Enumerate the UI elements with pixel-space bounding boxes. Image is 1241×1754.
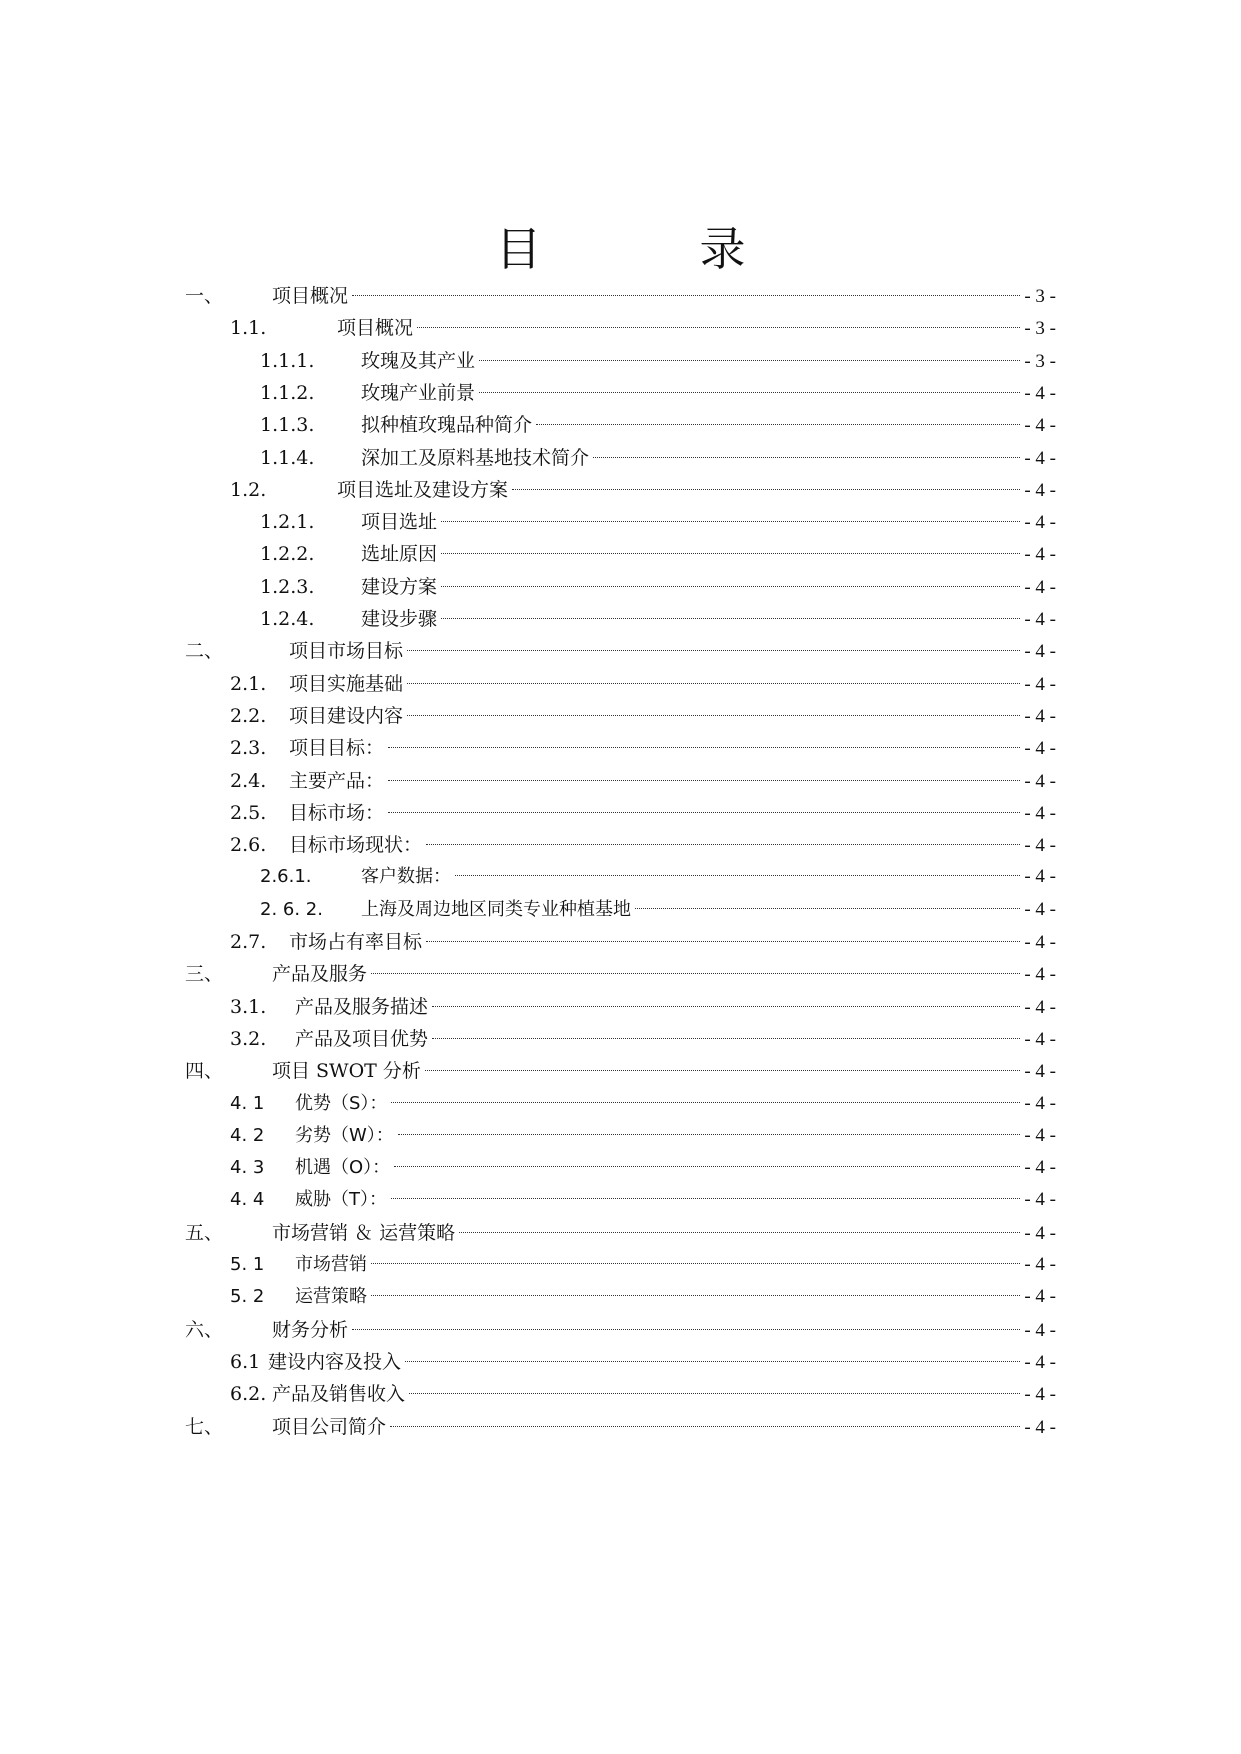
dot-leader <box>391 1197 1020 1199</box>
dot-leader <box>432 1037 1020 1039</box>
toc-entry[interactable] <box>0 797 1241 829</box>
dot-leader <box>441 585 1020 587</box>
toc-entry[interactable] <box>0 1346 1241 1378</box>
dot-leader <box>352 294 1020 296</box>
toc-entry[interactable] <box>0 829 1241 861</box>
toc-entry[interactable] <box>0 1184 1241 1216</box>
toc-entry-title: 产品及项目优势 <box>295 1027 429 1050</box>
dot-leader <box>593 456 1020 458</box>
toc-entry-number: 2.5. <box>230 801 267 824</box>
dot-leader <box>536 423 1020 425</box>
toc-entry-title: 建设方案 <box>361 575 438 598</box>
toc-entry-title: 劣势（W）： <box>295 1124 394 1146</box>
toc-entry[interactable] <box>0 280 1241 312</box>
toc-entry[interactable] <box>0 409 1241 441</box>
toc-entry-title: 深加工及原料基地技术简介 <box>361 446 590 469</box>
toc-entry-number: 2.6.1. <box>260 866 312 888</box>
toc-entry[interactable] <box>0 1249 1241 1281</box>
toc-entry-page: - 4 - <box>1024 609 1056 630</box>
dot-leader <box>407 649 1020 651</box>
dot-leader <box>459 1231 1020 1233</box>
toc-entry-title: 目标市场： <box>289 801 385 824</box>
dot-leader <box>426 940 1020 942</box>
toc-entry-page: - 4 - <box>1024 673 1056 695</box>
toc-entry-number: 4. 4 <box>230 1189 265 1211</box>
toc-entry-title: 主要产品： <box>289 769 385 792</box>
toc-entry-page: - 4 - <box>1024 1254 1056 1275</box>
toc-entry[interactable] <box>0 1088 1241 1120</box>
toc-entry[interactable] <box>0 700 1241 732</box>
toc-entry-page: - 4 - <box>1024 898 1056 920</box>
toc-entry-number: 四、 <box>185 1060 224 1083</box>
dot-leader <box>388 811 1020 813</box>
toc-entry-number: 2.7. <box>230 931 267 953</box>
toc-entry-title: 项目概况 <box>337 317 414 340</box>
toc-entry-title: 项目目标： <box>289 737 385 760</box>
toc-entry[interactable] <box>0 765 1241 797</box>
toc-entry-title: 玫瑰及其产业 <box>361 349 476 372</box>
toc-entry-title: 产品及服务 <box>272 963 368 986</box>
dot-leader <box>432 1005 1020 1007</box>
toc-entry[interactable] <box>0 1314 1241 1346</box>
toc-entry-number: 1.1.2. <box>260 381 315 404</box>
toc-entry-page: - 3 - <box>1024 350 1056 372</box>
toc-entry-page: - 4 - <box>1024 1222 1056 1244</box>
toc-entry-title: 威胁（T）： <box>295 1189 387 1211</box>
dot-leader <box>409 1392 1020 1394</box>
toc-entry-number: 3.1. <box>230 995 267 1018</box>
toc-entry-number: 六、 <box>185 1318 224 1341</box>
toc-entry[interactable] <box>0 538 1241 570</box>
toc-entry[interactable] <box>0 377 1241 409</box>
toc-entry[interactable] <box>0 1411 1241 1443</box>
toc-entry-page: - 4 - <box>1024 1351 1056 1373</box>
toc-entry[interactable] <box>0 474 1241 506</box>
toc-entry-number: 2.1. <box>230 672 267 695</box>
toc-entry-page: - 3 - <box>1024 286 1056 307</box>
toc-entry[interactable] <box>0 603 1241 635</box>
toc-entry-page: - 4 - <box>1024 996 1056 1018</box>
dot-leader <box>479 359 1020 361</box>
toc-entry-number: 1.2.2. <box>260 543 315 566</box>
toc-entry-title: 运营策略 <box>295 1286 367 1308</box>
toc-entry-title: 建设步骤 <box>361 608 438 630</box>
toc-entry-page: - 4 - <box>1024 415 1056 437</box>
toc-entry-page: - 4 - <box>1024 1092 1056 1114</box>
toc-entry-number: 6.2. <box>230 1383 267 1406</box>
toc-entry-number: 2. 6. 2. <box>260 898 323 920</box>
toc-entry-title: 上海及周边地区同类专业种植基地 <box>361 898 631 920</box>
dot-leader <box>388 746 1020 748</box>
toc-entry[interactable] <box>0 1055 1241 1087</box>
page-title: 目 录 <box>495 221 802 276</box>
toc-entry-title: 市场营销 ＆ 运营策略 <box>272 1221 456 1244</box>
toc-entry[interactable] <box>0 926 1241 958</box>
toc-entry[interactable] <box>0 345 1241 377</box>
dot-leader <box>407 714 1020 716</box>
toc-entry-number: 七、 <box>185 1415 224 1438</box>
toc-entry-page: - 4 - <box>1024 1189 1056 1211</box>
toc-entry-number: 1.2.1. <box>260 511 315 534</box>
toc-entry-page: - 4 - <box>1024 802 1056 824</box>
toc-entry-page: - 4 - <box>1024 544 1056 566</box>
toc-entry-number: 2.2. <box>230 704 267 727</box>
dot-leader <box>441 552 1020 554</box>
toc-entry-page: - 4 - <box>1024 964 1056 986</box>
toc-entry[interactable] <box>0 894 1241 926</box>
toc-entry-page: - 4 - <box>1024 641 1056 663</box>
toc-entry-title: 玫瑰产业前景 <box>361 381 476 404</box>
toc-entry-title: 机遇（O）： <box>295 1157 391 1179</box>
dot-leader <box>371 972 1020 974</box>
toc-entry-title: 市场营销 <box>295 1254 367 1275</box>
toc-entry[interactable] <box>0 958 1241 990</box>
toc-entry-page: - 4 - <box>1024 1416 1056 1438</box>
toc-entry-number: 1.1.1. <box>260 349 315 372</box>
toc-entry-number: 5. 1 <box>230 1254 265 1275</box>
dot-leader <box>426 843 1020 845</box>
toc-entry-title: 项目选址及建设方案 <box>337 478 509 501</box>
toc-entry-page: - 4 - <box>1024 770 1056 792</box>
toc-entry-page: - 4 - <box>1024 1124 1056 1146</box>
toc-entry-number: 6.1 <box>230 1350 261 1373</box>
toc-entry-title: 项目 SWOT 分析 <box>272 1060 421 1083</box>
toc-entry[interactable] <box>0 1378 1241 1410</box>
toc-entry-title: 财务分析 <box>272 1318 349 1341</box>
toc-entry-page: - 4 - <box>1024 932 1056 953</box>
toc-entry-page: - 4 - <box>1024 1028 1056 1050</box>
dot-leader <box>441 617 1020 619</box>
toc-entry-number: 2.3. <box>230 737 267 760</box>
toc-entry-page: - 4 - <box>1024 1286 1056 1308</box>
dot-leader <box>352 1328 1020 1330</box>
toc-entry-page: - 4 - <box>1024 447 1056 469</box>
toc-entry[interactable] <box>0 506 1241 538</box>
toc-entry-page: - 4 - <box>1024 1061 1056 1083</box>
toc-entry-title: 项目建设内容 <box>289 704 404 727</box>
toc-entry[interactable] <box>0 1152 1241 1184</box>
toc-entry-title: 市场占有率目标 <box>289 931 423 953</box>
dot-leader <box>391 1101 1020 1103</box>
toc-entry-number: 1.1.4. <box>260 446 315 469</box>
toc-entry-title: 客户数据： <box>361 866 451 888</box>
toc-entry-page: - 4 - <box>1024 705 1056 727</box>
toc-entry-number: 3.2. <box>230 1027 267 1050</box>
toc-entry-number: 二、 <box>185 640 224 663</box>
toc-entry-title: 项目市场目标 <box>289 640 404 663</box>
toc-entry-page: - 4 - <box>1024 1157 1056 1179</box>
toc-entry[interactable] <box>0 1217 1241 1249</box>
toc-entry[interactable] <box>0 668 1241 700</box>
dot-leader <box>394 1165 1020 1167</box>
toc-entry-number: 1.1. <box>230 317 267 340</box>
toc-entry-title: 项目选址 <box>361 511 438 534</box>
toc-entry[interactable] <box>0 1023 1241 1055</box>
toc-entry-number: 一、 <box>185 285 224 307</box>
toc-entry-number: 五、 <box>185 1221 224 1244</box>
dot-leader <box>371 1294 1020 1296</box>
dot-leader <box>388 779 1020 781</box>
toc-entry-page: - 4 - <box>1024 576 1056 598</box>
toc-entry[interactable] <box>0 442 1241 474</box>
toc-entry-page: - 4 - <box>1024 738 1056 760</box>
toc-entry-page: - 4 - <box>1024 512 1056 534</box>
toc-entry-number: 1.2.3. <box>260 575 315 598</box>
toc-entry[interactable] <box>0 991 1241 1023</box>
dot-leader <box>441 520 1020 522</box>
toc-entry-number: 1.1.3. <box>260 414 315 437</box>
toc-entry-number: 4. 2 <box>230 1124 265 1146</box>
toc-entry-number: 4. 1 <box>230 1092 265 1114</box>
toc-entry-number: 4. 3 <box>230 1157 265 1179</box>
toc-entry[interactable] <box>0 635 1241 667</box>
toc-entry-page: - 4 - <box>1024 382 1056 404</box>
toc-entry-number: 1.2. <box>230 478 267 501</box>
toc-entry-number: 1.2.4. <box>260 608 315 630</box>
toc-entry-title: 优势（S）： <box>295 1092 388 1114</box>
toc-entry-page: - 4 - <box>1024 835 1056 857</box>
toc-entry[interactable] <box>0 861 1241 893</box>
toc-entry[interactable] <box>0 1120 1241 1152</box>
dot-leader <box>405 1360 1020 1362</box>
dot-leader <box>371 1262 1020 1264</box>
toc-entry-page: - 4 - <box>1024 479 1056 501</box>
toc-entry-number: 5. 2 <box>230 1286 265 1308</box>
toc-entry-page: - 4 - <box>1024 866 1056 888</box>
toc-entry-title: 目标市场现状： <box>289 834 423 857</box>
toc-entry-title: 项目实施基础 <box>289 672 404 695</box>
toc-entry-page: - 3 - <box>1024 318 1056 340</box>
toc-entry[interactable] <box>0 312 1241 344</box>
dot-leader <box>398 1133 1021 1135</box>
toc-entry[interactable] <box>0 571 1241 603</box>
dot-leader <box>479 391 1020 393</box>
toc-entry-title: 建设内容及投入 <box>268 1350 402 1373</box>
toc-entry[interactable] <box>0 1281 1241 1313</box>
toc-entry-page: - 4 - <box>1024 1384 1056 1406</box>
toc-entry-title: 项目概况 <box>272 285 349 307</box>
toc-entry-title: 产品及服务描述 <box>295 995 429 1018</box>
toc-entry-title: 拟种植玫瑰品种简介 <box>361 414 533 437</box>
dot-leader <box>635 907 1020 909</box>
toc-entry-number: 2.6. <box>230 834 267 857</box>
toc-entry-title: 项目公司简介 <box>272 1415 387 1438</box>
toc-entry-number: 2.4. <box>230 769 267 792</box>
dot-leader <box>512 488 1020 490</box>
toc-entry-number: 三、 <box>185 963 224 986</box>
dot-leader <box>407 682 1020 684</box>
toc-entry-page: - 4 - <box>1024 1319 1056 1341</box>
toc-entry-title: 选址原因 <box>361 543 438 566</box>
dot-leader <box>425 1069 1020 1071</box>
dot-leader <box>417 326 1020 328</box>
dot-leader <box>455 874 1020 876</box>
toc-entry-title: 产品及销售收入 <box>272 1383 406 1406</box>
toc-entry[interactable] <box>0 732 1241 764</box>
dot-leader <box>390 1425 1020 1427</box>
